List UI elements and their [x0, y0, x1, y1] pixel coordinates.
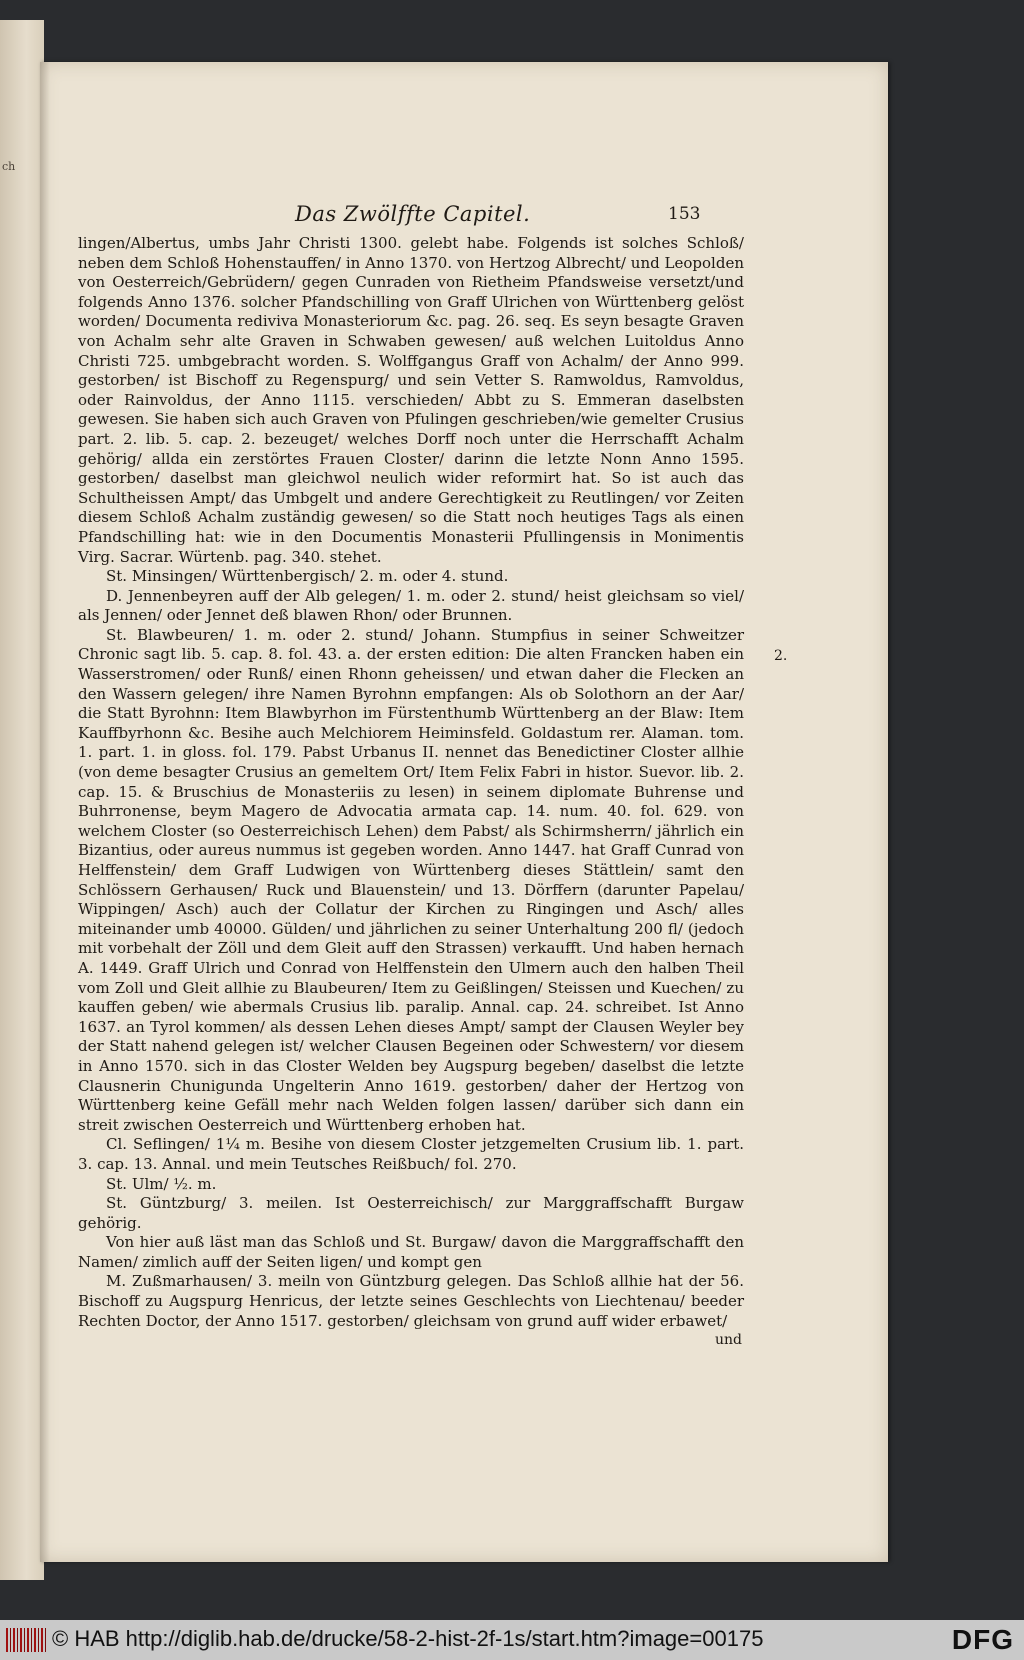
page-header	[40, 202, 888, 232]
barcode-icon	[6, 1628, 46, 1652]
paragraph: St. Blawbeuren/ 1. m. oder 2. stund/ Johann. Stumpfius in seiner Schweitzer Chronic sagt lib. 5. cap. 8. fol. 43. a. der ersten edition: Die alten Francken haben ein Wasserstromen/ oder Runß/ einen Rhonn geheissen/ und etwan daher die Flecken an den Wassern gelegen/ ihre Namen Byrohnn empfangen: Als ob Solothorn an der Aar/ die Statt Byrohnn: Item Blawbyrhon im Fürstenthumb Württenberg an der Blaw: Item Kauffbyrhonn &c. Besihe auch Melchiorem Heiminsfeld. Goldastum rer. Alaman. tom. 1. part. 1. in gloss. fol. 179. Pabst Urbanus II. nennet das Benedictiner Closter allhie (von deme besagter Crusius an gemeltem Ort/ Item Felix Fabri in histor. Suevor. lib. 2. cap. 15. & Bruschius de Monasteriis zu lesen) in seinem diplomate Buhrense und Buhrronense, beym Magero de Advocatia armata cap. 14. num. 40. fol. 629. von welchem Closter (so Oesterreichisch Lehen) dem Pabst/ als Schirmsherrn/ jährlich ein Bizantius, oder aureus nummus ist gegeben worden. Anno 1447. hat Graff Cunrad von Helffenstein/ dem Graff Ludwigen von Württenberg dieses Stättlein/ samt den Schlössern Gerhausen/ Ruck und Blauenstein/ und 13. Dörffern (darunter Papelau/ Wippingen/ Asch) auch der Collatur der Kirchen zu Ringingen und Asch/ alles miteinander umb 40000. Gülden/ und jährlichen zu seiner Unterhaltung 200 fl/ (jedoch mit vorbehalt der Zöll und dem Gleit auff den Strassen) verkaufft. Und haben hernach A. 1449. Graff Ulrich und Conrad von Helffenstein den Ulmern auch den halben Theil vom Zoll und Gleit allhie zu Blaubeuren/ Item zu Geißlingen/ Steissen und Kuechen/ zu kauffen geben/ wie abermals Crusius lib. paralip. Annal. cap. 24. schreibet. Ist Anno 1637. an Tyrol kommen/ als dessen Lehen dieses Ampt/ sampt der Clausen Weyler bey der Statt nahend gelegen ist/ welcher Clausen Begeinen oder Schwestern/ vor diesem in Anno 1570. sich in das Closter Welden bey Augspurg begeben/ daselbst die letzte Clausnerin Chunigunda Ungelterin Anno 1619. gestorben/ daher der Hertzog von Württenberg keine Gefäll mehr nach Welden folgen lassen/ darüber sich dann ein streit zwischen Oesterreich und Württenberg erhoben hat.	[78, 625, 744, 1134]
adjacent-page-edge	[0, 20, 44, 1580]
paragraph: St. Ulm/ ½. m.	[106, 1174, 217, 1193]
adjacent-page-fragment: ch	[2, 160, 16, 173]
paragraph: St. Minsingen/ Württenbergisch/ 2. m. oder 4. stund.	[106, 567, 509, 586]
source-credit-link[interactable]: © HAB http://diglib.hab.de/drucke/58-2-hist-2f-1s/start.htm?image=00175	[52, 1626, 764, 1651]
page-number: 153	[668, 204, 701, 224]
paragraph: Cl. Seflingen/ 1¼ m. Besihe von diesem Closter jetzgemelten Crusium lib. 1. part. 3. cap. 13. Annal. und mein Teutsches Reißbuch/ fol. 270.	[78, 1135, 744, 1173]
paragraph: Von hier auß läst man das Schloß und St. Burgaw/ davon die Marggraffschafft den Namen/ zimlich auff der Seiten ligen/ und kompt gen	[78, 1233, 744, 1271]
running-head: Das Zwölffte Capitel.	[295, 202, 531, 226]
margin-note: 2.	[774, 648, 788, 664]
paragraph: St. Güntzburg/ 3. meilen. Ist Oesterreichisch/ zur Marggraffschafft Burgaw gehörig.	[78, 1194, 744, 1232]
paragraph: lingen/Albertus, umbs Jahr Christi 1300. gelebt habe. Folgends ist solches Schloß/ neben dem Schloß Hohenstauffen/ in Anno 1370. von Hertzog Albrecht/ und Leopolden von Oesterreich/Gebrüdern/ gegen Cunraden von Rietheim Pfandsweise versetzt/und folgends Anno 1376. solcher Pfandschilling von Graff Ulrichen von Württenberg gelöst worden/ Documenta rediviva Monasteriorum &c. pag. 26. seq. Es seyn besagte Graven von Achalm sehr alte Graven in Schwaben gewesen/ auß welchen Luitoldus Anno Christi 725. umbgebracht worden. S. Wolffgangus Graff von Achalm/ der Anno 999. gestorben/ ist Bischoff zu Regenspurg/ und sein Vetter S. Ramwoldus, Ramvoldus, oder Rainvoldus, der Anno 1115. verschieden/ Abbt zu S. Emmeran daselbsten gewesen. Sie haben sich auch Graven von Pfulingen geschrieben/wie gemelter Crusius part. 2. lib. 5. cap. 2. bezeuget/ welches Dorff noch unter die Herrschafft Achalm gehörig/ allda ein zerstörtes Frauen Closter/ darinn die letzte Nonn Anno 1595. gestorben/ daselbst man gleichwol neulich wider reformirt hat. So ist auch das Schultheissen Ampt/ das Umbgelt und andere Gerechtigkeit zu Reutlingen/ vor Zeiten diesem Schloß Achalm zuständig gewesen/ so die Statt noch heutiges Tags als einen Pfandschilling hat: wie in den Documentis Monasterii Pfullingensis in Monimentis Virg. Sacrar. Würtenb. pag. 340. stehet.	[78, 234, 744, 566]
book-page	[40, 62, 888, 1562]
dfg-logo: DFG	[951, 1624, 1014, 1655]
catchword: und	[715, 1332, 742, 1349]
viewer-footer	[0, 1620, 1024, 1660]
paragraph: M. Zußmarhausen/ 3. meiln von Güntzburg gelegen. Das Schloß allhie hat der 56. Bischoff zu Augspurg Henricus, der letzte seines Geschlechts von Liechtenau/ beeder Rechten Doctor, der Anno 1517. gestorben/ gleichsam von grund auff wider erbawet/	[78, 1272, 744, 1330]
body-text	[78, 234, 744, 1351]
paragraph: D. Jennenbeyren auff der Alb gelegen/ 1. m. oder 2. stund/ heist gleichsam so viel/ als Jennen/ oder Jennet deß blawen Rhon/ oder Brunnen.	[78, 586, 744, 625]
